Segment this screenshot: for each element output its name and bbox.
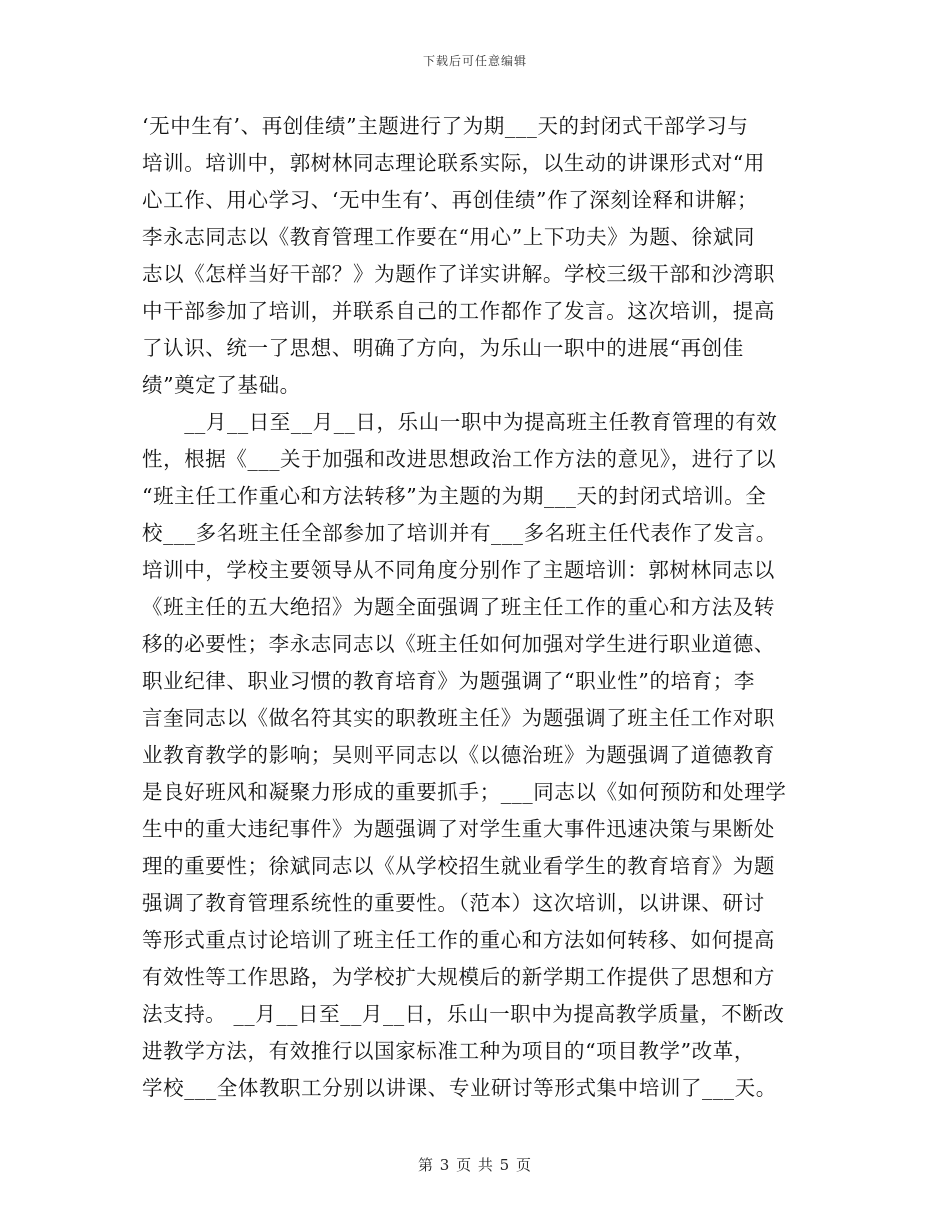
text-line: 职业纪律、职业习惯的教育培育》为题强调了“职业性”的培育；李 [142, 669, 755, 693]
text-line: 培训。培训中，郭树林同志理论联系实际，以生动的讲课形式对“用 [142, 151, 765, 175]
page-header: 下载后可任意编辑 [422, 54, 527, 68]
page-footer: 第 3 页 共 5 页 [418, 1156, 532, 1174]
text-line: 心工作、用心学习、‘无中生有’、再创佳绩”作了深刻诠释和讲解； [142, 188, 759, 212]
text-line: 学校___全体教职工分别以讲课、专业研讨等形式集中培训了___天。 [142, 1076, 777, 1100]
text-line: 《班主任的五大绝招》为题全面强调了班主任工作的重心和方法及转 [142, 595, 775, 619]
text-line: 了认识、统一了思想、明确了方向，为乐山一职中的进展“再创佳 [142, 336, 744, 360]
text-line: __月__日至__月__日，乐山一职中为提高班主任教育管理的有效 [142, 410, 778, 434]
text-line: 中干部参加了培训，并联系自己的工作都作了发言。这次培训，提高 [142, 299, 775, 323]
text-line: “班主任工作重心和方法转移”为主题的为期___天的封闭式培训。全 [142, 484, 767, 508]
text-line: ‘无中生有’、再创佳绩”主题进行了为期___天的封闭式干部学习与 [142, 114, 749, 138]
text-line: 有效性等工作思路，为学校扩大规模后的新学期工作提供了思想和方 [142, 965, 775, 989]
text-line: 校___多名班主任全部参加了培训并有___多名班主任代表作了发言。 [142, 521, 777, 545]
text-line: 移的必要性；李永志同志以《班主任如何加强对学生进行职业道德、 [142, 632, 775, 656]
text-line: 理的重要性；徐斌同志以《从学校招生就业看学生的教育培育》为题 [142, 854, 775, 878]
text-line: 绩”奠定了基础。 [142, 373, 301, 397]
text-line: 培训中，学校主要领导从不同角度分别作了主题培训：郭树林同志以 [142, 558, 775, 582]
text-line: 是良好班风和凝聚力形成的重要抓手；___同志以《如何预防和处理学 [142, 780, 787, 804]
text-line: 法支持。 __月__日至__月__日，乐山一职中为提高教学质量，不断改 [142, 1002, 785, 1026]
document-body [142, 108, 814, 1107]
text-line: 等形式重点讨论培训了班主任工作的重心和方法如何转移、如何提高 [142, 928, 775, 952]
text-line: 业教育教学的影响；吴则平同志以《以德治班》为题强调了道德教育 [142, 743, 775, 767]
text-line: 进教学方法，有效推行以国家标准工种为项目的“项目教学”改革， [142, 1039, 755, 1063]
text-line: 强调了教育管理系统性的重要性。（范本）这次培训，以讲课、研讨 [142, 891, 765, 915]
text-line: 言奎同志以《做名符其实的职教班主任》为题强调了班主任工作对职 [142, 706, 775, 730]
text-line: 性，根据《___关于加强和改进思想政治工作方法的意见》，进行了以 [142, 447, 777, 471]
text-line: 生中的重大违纪事件》为题强调了对学生重大事件迅速决策与果断处 [142, 817, 775, 841]
text-line: 志以《怎样当好干部？》为题作了详实讲解。学校三级干部和沙湾职 [142, 262, 775, 286]
text-line: 李永志同志以《教育管理工作要在“用心”上下功夫》为题、徐斌同 [142, 225, 755, 249]
